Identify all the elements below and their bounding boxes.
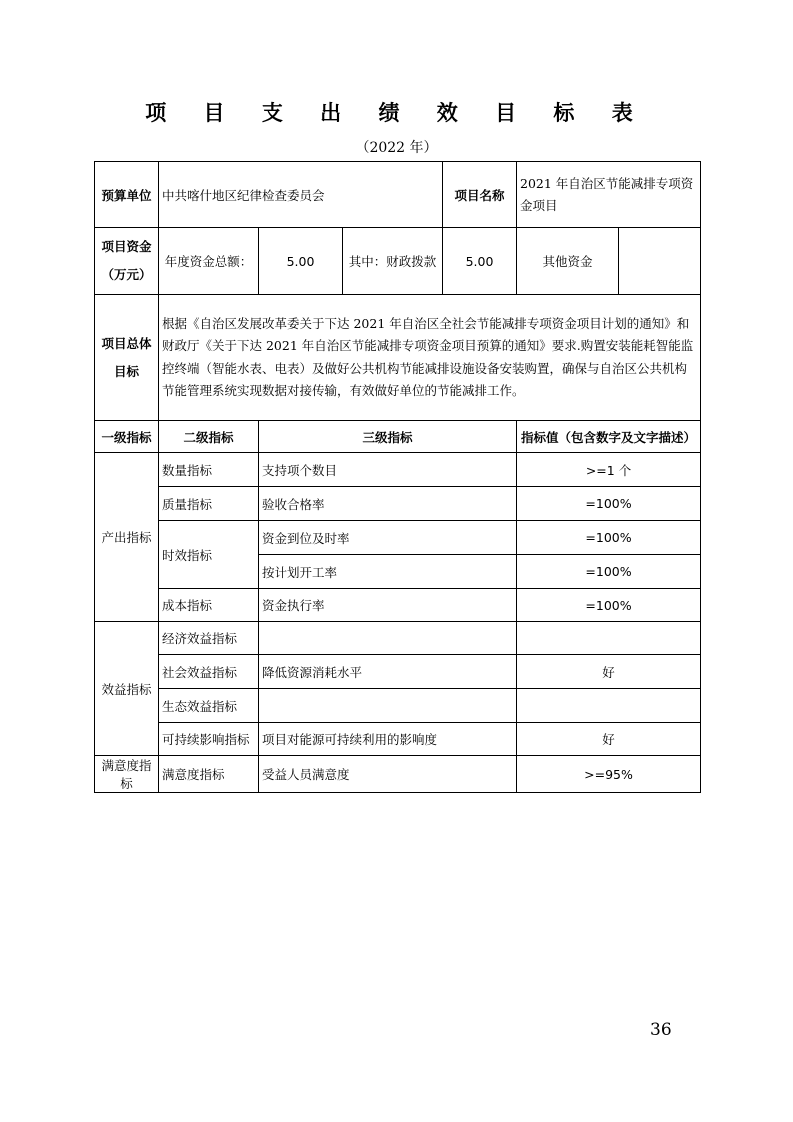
table-row [95, 689, 701, 723]
fiscal-funds-label: 其中：财政拨款 [343, 228, 443, 295]
level3-cell: 资金到位及时率 [259, 521, 517, 555]
level2-cell: 质量指标 [159, 487, 259, 521]
value-cell: =100% [517, 487, 701, 521]
level2-cell: 时效指标 [159, 521, 259, 589]
table-row [95, 162, 701, 228]
level3-cell: 资金执行率 [259, 589, 517, 622]
group-satisfaction: 满意度指标 [95, 756, 159, 793]
level3-cell: 项目对能源可持续利用的影响度 [259, 723, 517, 756]
column-header: 三级指标 [259, 421, 517, 453]
level3-cell [259, 689, 517, 723]
level2-cell: 满意度指标 [159, 756, 259, 793]
table-row [95, 521, 701, 555]
table-row [95, 295, 701, 421]
table-row [95, 655, 701, 689]
budget-unit-value: 中共喀什地区纪律检查委员会 [159, 162, 443, 228]
level2-cell: 经济效益指标 [159, 622, 259, 655]
value-cell: =100% [517, 521, 701, 555]
value-cell: >=95% [517, 756, 701, 793]
annual-funds-value: 5.00 [259, 228, 343, 295]
table-row [95, 228, 701, 295]
table-row [95, 453, 701, 487]
group-benefit: 效益指标 [95, 622, 159, 756]
page-title: 项 目 支 出 绩 效 目 标 表 [145, 101, 648, 125]
annual-funds-label: 年度资金总额： [159, 228, 259, 295]
table-row [95, 589, 701, 622]
level3-cell: 按计划开工率 [259, 555, 517, 589]
group-output: 产出指标 [95, 453, 159, 622]
column-header: 指标值（包含数字及文字描述） [517, 421, 701, 453]
value-cell: =100% [517, 589, 701, 622]
level2-cell: 成本指标 [159, 589, 259, 622]
level3-cell: 受益人员满意度 [259, 756, 517, 793]
fiscal-funds-value: 5.00 [443, 228, 517, 295]
project-name-label: 项目名称 [443, 162, 517, 228]
goal-text: 根据《自治区发展改革委关于下达 2021 年自治区全社会节能减排专项资金项目计划的通知》和财政厅《关于下达 2021 年自治区节能减排专项资金项目预算的通知》要求.购置安装能耗智能监控终端（智能水表、电表）及做好公共机构节能减排设施设备安装购置，确保与自治区公共机构节能管理系统实现数据对接传输，有效做好单位的节能减排工作。 [159, 295, 701, 421]
other-funds-value [619, 228, 701, 295]
level3-cell: 验收合格率 [259, 487, 517, 521]
value-cell: 好 [517, 723, 701, 756]
other-funds-label: 其他资金 [517, 228, 619, 295]
level2-cell: 可持续影响指标 [159, 723, 259, 756]
funds-label: 项目资金（万元） [95, 228, 159, 295]
level3-cell: 降低资源消耗水平 [259, 655, 517, 689]
column-header: 一级指标 [95, 421, 159, 453]
level3-cell [259, 622, 517, 655]
table-row [95, 622, 701, 655]
value-cell [517, 622, 701, 655]
table-row [95, 756, 701, 793]
column-header: 二级指标 [159, 421, 259, 453]
table-row [95, 723, 701, 756]
goal-label: 项目总体目标 [95, 295, 159, 421]
page-number: 36 [650, 1020, 672, 1040]
performance-table [94, 161, 701, 793]
level2-cell: 数量指标 [159, 453, 259, 487]
level2-cell: 社会效益指标 [159, 655, 259, 689]
value-cell [517, 689, 701, 723]
budget-unit-label: 预算单位 [95, 162, 159, 228]
value-cell: =100% [517, 555, 701, 589]
project-name-value: 2021 年自治区节能减排专项资金项目 [517, 162, 701, 228]
year-label: （2022 年） [355, 140, 438, 156]
value-cell: >=1 个 [517, 453, 701, 487]
table-row [95, 487, 701, 521]
value-cell: 好 [517, 655, 701, 689]
level2-cell: 生态效益指标 [159, 689, 259, 723]
level3-cell: 支持项个数目 [259, 453, 517, 487]
table-row [95, 421, 701, 453]
